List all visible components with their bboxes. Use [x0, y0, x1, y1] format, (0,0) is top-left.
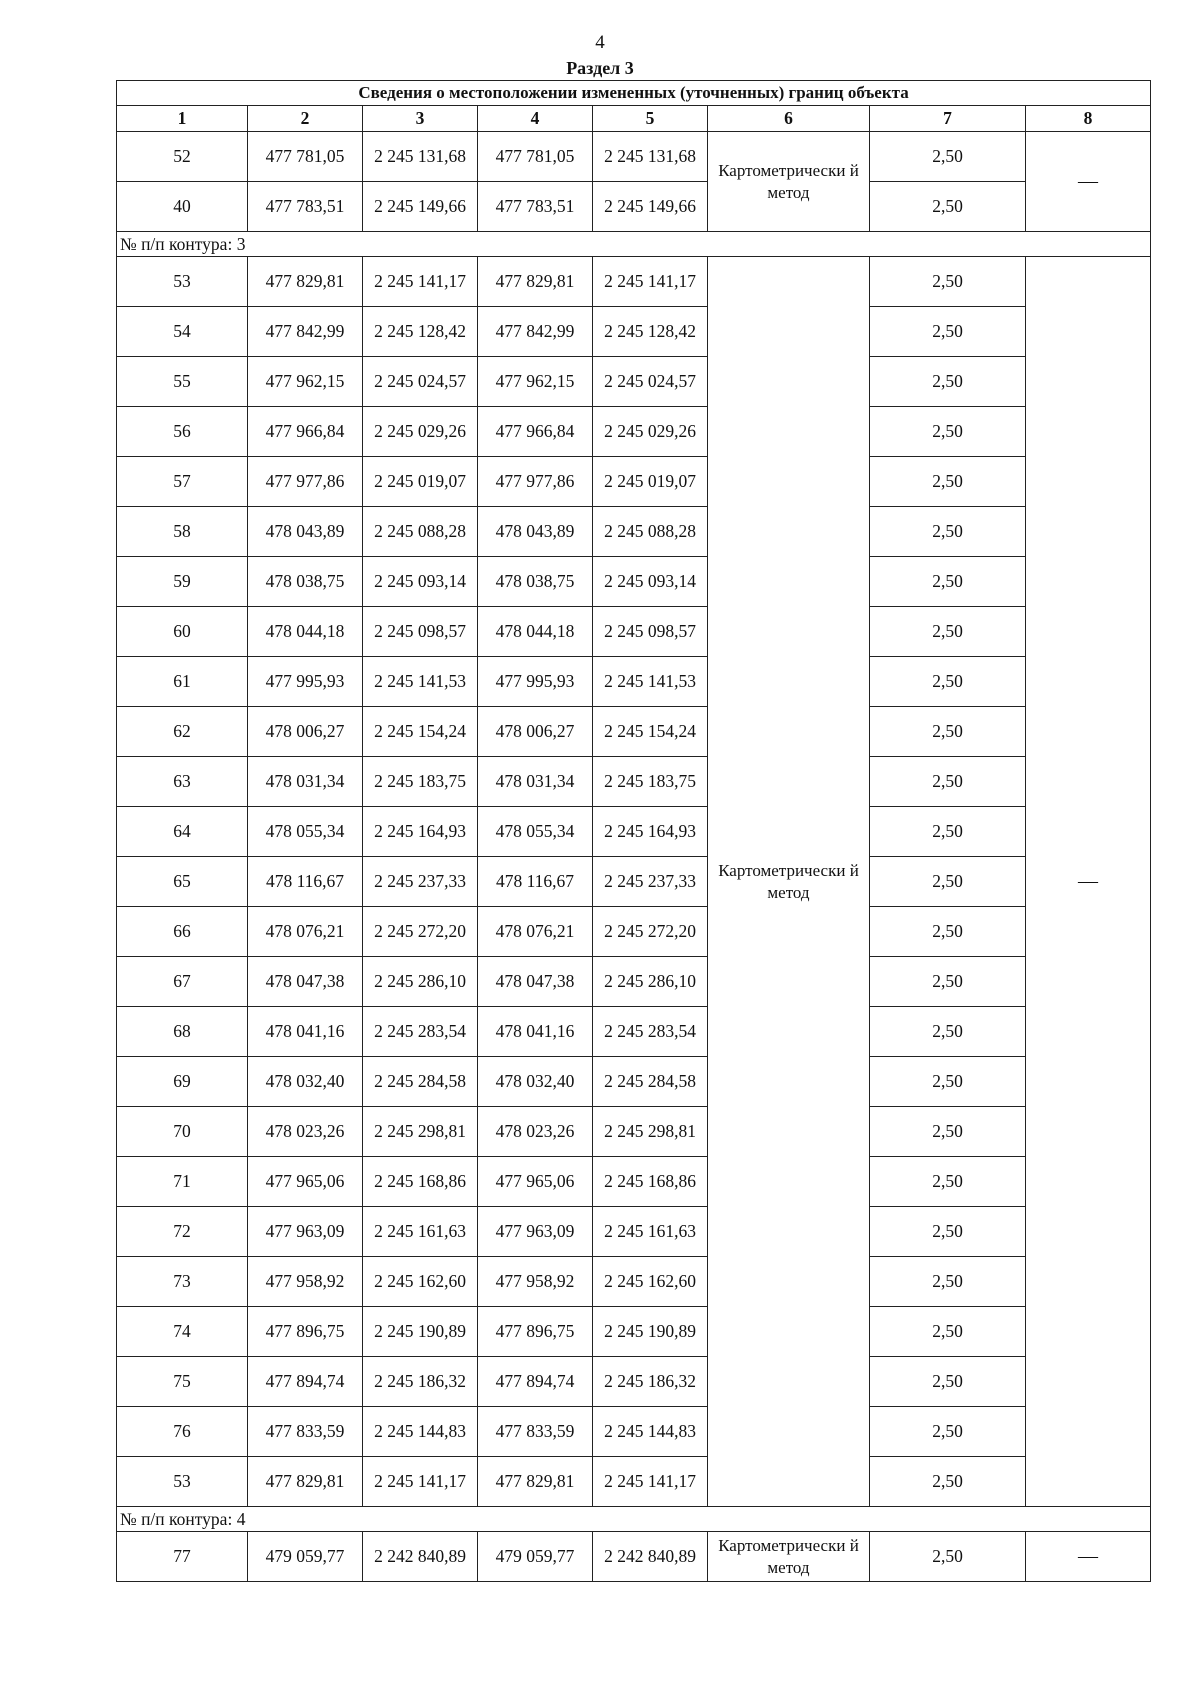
table-cell: 64	[117, 807, 248, 857]
table-cell: 66	[117, 907, 248, 957]
table-row	[117, 607, 1151, 657]
precision-cell: 2,50	[870, 1532, 1026, 1582]
table-row	[117, 957, 1151, 1007]
table-cell: 478 031,34	[248, 757, 363, 807]
table-row	[117, 1257, 1151, 1307]
table-cell: 2 245 144,83	[593, 1407, 708, 1457]
table-cell: 477 965,06	[248, 1157, 363, 1207]
table-cell: 2 245 283,54	[363, 1007, 478, 1057]
table-cell: 2 245 286,10	[593, 957, 708, 1007]
table-cell: 2 245 183,75	[363, 757, 478, 807]
table-cell: 477 781,05	[478, 132, 593, 182]
table-cell: 2 245 029,26	[593, 407, 708, 457]
table-cell: 477 958,92	[478, 1257, 593, 1307]
column-number: 6	[708, 106, 870, 132]
table-cell: 76	[117, 1407, 248, 1457]
column-number: 5	[593, 106, 708, 132]
table-cell: 478 006,27	[248, 707, 363, 757]
table-cell: 67	[117, 957, 248, 1007]
column-number-row	[117, 106, 1151, 132]
table-cell: 2 245 128,42	[363, 307, 478, 357]
precision-cell: 2,50	[870, 657, 1026, 707]
table-cell: 2 245 237,33	[363, 857, 478, 907]
table-cell: 2 245 141,17	[363, 1457, 478, 1507]
table-cell: 2 245 168,86	[593, 1157, 708, 1207]
table-cell: 477 966,84	[478, 407, 593, 457]
table-cell: 2 245 298,81	[363, 1107, 478, 1157]
table-cell: 2 245 098,57	[593, 607, 708, 657]
dash-cell: —	[1026, 257, 1151, 1507]
precision-cell: 2,50	[870, 132, 1026, 182]
table-cell: 2 245 131,68	[593, 132, 708, 182]
contour-label: № п/п контура: 3	[117, 232, 1151, 257]
column-number: 1	[117, 106, 248, 132]
table-cell: 477 833,59	[478, 1407, 593, 1457]
table-cell: 477 842,99	[248, 307, 363, 357]
table-cell: 65	[117, 857, 248, 907]
table-cell: 477 896,75	[248, 1307, 363, 1357]
precision-cell: 2,50	[870, 1407, 1026, 1457]
table-cell: 2 242 840,89	[363, 1532, 478, 1582]
table-cell: 53	[117, 1457, 248, 1507]
precision-cell: 2,50	[870, 607, 1026, 657]
table-cell: 477 896,75	[478, 1307, 593, 1357]
table-cell: 55	[117, 357, 248, 407]
table-cell: 2 242 840,89	[593, 1532, 708, 1582]
table-cell: 478 031,34	[478, 757, 593, 807]
precision-cell: 2,50	[870, 907, 1026, 957]
table-cell: 479 059,77	[478, 1532, 593, 1582]
table-cell: 477 963,09	[478, 1207, 593, 1257]
table-row	[117, 1307, 1151, 1357]
table-cell: 2 245 284,58	[593, 1057, 708, 1107]
table-row	[117, 657, 1151, 707]
table-cell: 477 894,74	[478, 1357, 593, 1407]
table-cell: 477 958,92	[248, 1257, 363, 1307]
table-cell: 2 245 024,57	[593, 357, 708, 407]
dash-cell: —	[1026, 1532, 1151, 1582]
precision-cell: 2,50	[870, 1107, 1026, 1157]
table-cell: 2 245 029,26	[363, 407, 478, 457]
table-cell: 478 116,67	[248, 857, 363, 907]
method-cell: Картометрически й метод	[708, 132, 870, 232]
table-row	[117, 1207, 1151, 1257]
table-cell: 478 032,40	[248, 1057, 363, 1107]
table-cell: 2 245 098,57	[363, 607, 478, 657]
table-cell: 477 965,06	[478, 1157, 593, 1207]
table-row	[117, 1457, 1151, 1507]
table-row	[117, 1107, 1151, 1157]
table-cell: 478 047,38	[248, 957, 363, 1007]
table-cell: 62	[117, 707, 248, 757]
table-cell: 2 245 093,14	[363, 557, 478, 607]
precision-cell: 2,50	[870, 407, 1026, 457]
table-cell: 477 833,59	[248, 1407, 363, 1457]
table-cell: 72	[117, 1207, 248, 1257]
table-row	[117, 1532, 1151, 1582]
precision-cell: 2,50	[870, 182, 1026, 232]
table-row	[117, 407, 1151, 457]
table-cell: 53	[117, 257, 248, 307]
table-cell: 477 962,15	[248, 357, 363, 407]
page-number: 4	[595, 32, 605, 53]
precision-cell: 2,50	[870, 707, 1026, 757]
column-number: 4	[478, 106, 593, 132]
table-cell: 2 245 131,68	[363, 132, 478, 182]
method-cell: Картометрически й метод	[708, 1532, 870, 1582]
table-cell: 478 023,26	[248, 1107, 363, 1157]
table-row	[117, 757, 1151, 807]
precision-cell: 2,50	[870, 357, 1026, 407]
table-row	[117, 507, 1151, 557]
precision-cell: 2,50	[870, 307, 1026, 357]
contour-row	[117, 1507, 1151, 1532]
table-cell: 477 977,86	[248, 457, 363, 507]
table-row	[117, 907, 1151, 957]
table-cell: 2 245 272,20	[593, 907, 708, 957]
table-cell: 2 245 161,63	[363, 1207, 478, 1257]
precision-cell: 2,50	[870, 1357, 1026, 1407]
table-cell: 70	[117, 1107, 248, 1157]
column-number: 2	[248, 106, 363, 132]
table-cell: 478 076,21	[478, 907, 593, 957]
precision-cell: 2,50	[870, 857, 1026, 907]
table-body	[117, 132, 1151, 1582]
table-cell: 2 245 164,93	[363, 807, 478, 857]
table-cell: 54	[117, 307, 248, 357]
table-cell: 2 245 149,66	[593, 182, 708, 232]
precision-cell: 2,50	[870, 557, 1026, 607]
table-cell: 478 032,40	[478, 1057, 593, 1107]
table-cell: 2 245 093,14	[593, 557, 708, 607]
table-cell: 478 055,34	[478, 807, 593, 857]
table-cell: 2 245 154,24	[363, 707, 478, 757]
table-cell: 477 829,81	[248, 1457, 363, 1507]
precision-cell: 2,50	[870, 457, 1026, 507]
table-cell: 478 041,16	[478, 1007, 593, 1057]
table-cell: 478 006,27	[478, 707, 593, 757]
precision-cell: 2,50	[870, 1157, 1026, 1207]
precision-cell: 2,50	[870, 1457, 1026, 1507]
table-cell: 77	[117, 1532, 248, 1582]
table-row	[117, 357, 1151, 407]
table-cell: 477 781,05	[248, 132, 363, 182]
table-cell: 2 245 128,42	[593, 307, 708, 357]
table-cell: 2 245 272,20	[363, 907, 478, 957]
precision-cell: 2,50	[870, 1207, 1026, 1257]
table-cell: 2 245 298,81	[593, 1107, 708, 1157]
table-cell: 478 023,26	[478, 1107, 593, 1157]
table-cell: 2 245 141,17	[593, 1457, 708, 1507]
table-cell: 2 245 019,07	[593, 457, 708, 507]
table-cell: 478 041,16	[248, 1007, 363, 1057]
table-row	[117, 557, 1151, 607]
table-cell: 2 245 141,53	[593, 657, 708, 707]
table-cell: 2 245 190,89	[363, 1307, 478, 1357]
table-row	[117, 1357, 1151, 1407]
table-cell: 2 245 284,58	[363, 1057, 478, 1107]
table-cell: 478 038,75	[248, 557, 363, 607]
table-cell: 2 245 161,63	[593, 1207, 708, 1257]
table-cell: 2 245 024,57	[363, 357, 478, 407]
contour-label: № п/п контура: 4	[117, 1507, 1151, 1532]
table-cell: 2 245 154,24	[593, 707, 708, 757]
table-cell: 477 829,81	[478, 1457, 593, 1507]
precision-cell: 2,50	[870, 1007, 1026, 1057]
table-cell: 2 245 283,54	[593, 1007, 708, 1057]
table-cell: 56	[117, 407, 248, 457]
table-cell: 2 245 168,86	[363, 1157, 478, 1207]
table-cell: 477 963,09	[248, 1207, 363, 1257]
table-cell: 477 977,86	[478, 457, 593, 507]
table-row	[117, 1407, 1151, 1457]
table-cell: 2 245 162,60	[363, 1257, 478, 1307]
table-cell: 478 055,34	[248, 807, 363, 857]
table-cell: 2 245 162,60	[593, 1257, 708, 1307]
precision-cell: 2,50	[870, 1257, 1026, 1307]
table-cell: 478 043,89	[248, 507, 363, 557]
method-cell: Картометрически й метод	[708, 257, 870, 1507]
table-cell: 478 076,21	[248, 907, 363, 957]
table-cell: 478 047,38	[478, 957, 593, 1007]
coordinates-table	[116, 80, 1151, 1582]
table-cell: 478 038,75	[478, 557, 593, 607]
precision-cell: 2,50	[870, 807, 1026, 857]
table-cell: 40	[117, 182, 248, 232]
table-cell: 2 245 149,66	[363, 182, 478, 232]
table-row	[117, 707, 1151, 757]
table-row	[117, 307, 1151, 357]
precision-cell: 2,50	[870, 1307, 1026, 1357]
table-cell: 60	[117, 607, 248, 657]
table-cell: 2 245 088,28	[363, 507, 478, 557]
table-cell: 59	[117, 557, 248, 607]
section-title: Раздел 3	[566, 58, 634, 78]
table-cell: 478 044,18	[478, 607, 593, 657]
precision-cell: 2,50	[870, 257, 1026, 307]
precision-cell: 2,50	[870, 1057, 1026, 1107]
table-cell: 68	[117, 1007, 248, 1057]
contour-row	[117, 232, 1151, 257]
table-cell: 71	[117, 1157, 248, 1207]
table-cell: 479 059,77	[248, 1532, 363, 1582]
table-cell: 2 245 141,17	[593, 257, 708, 307]
table-row	[117, 182, 1151, 232]
column-number: 7	[870, 106, 1026, 132]
table-cell: 478 044,18	[248, 607, 363, 657]
table-cell: 478 116,67	[478, 857, 593, 907]
table-cell: 2 245 186,32	[363, 1357, 478, 1407]
table-cell: 477 842,99	[478, 307, 593, 357]
table-cell: 2 245 019,07	[363, 457, 478, 507]
table-cell: 52	[117, 132, 248, 182]
table-cell: 478 043,89	[478, 507, 593, 557]
table-cell: 61	[117, 657, 248, 707]
table-row	[117, 1007, 1151, 1057]
table-row	[117, 457, 1151, 507]
table-cell: 2 245 237,33	[593, 857, 708, 907]
table-row	[117, 1157, 1151, 1207]
table-row	[117, 857, 1151, 907]
column-number: 3	[363, 106, 478, 132]
table-caption: Сведения о местоположении измененных (уточненных) границ объекта	[117, 81, 1151, 106]
table-cell: 2 245 190,89	[593, 1307, 708, 1357]
precision-cell: 2,50	[870, 957, 1026, 1007]
table-row	[117, 1057, 1151, 1107]
table-row	[117, 132, 1151, 182]
table-cell: 58	[117, 507, 248, 557]
table-row	[117, 807, 1151, 857]
table-cell: 477 995,93	[248, 657, 363, 707]
table-cell: 74	[117, 1307, 248, 1357]
dash-cell: —	[1026, 132, 1151, 232]
table-cell: 2 245 141,17	[363, 257, 478, 307]
table-cell: 69	[117, 1057, 248, 1107]
table-cell: 73	[117, 1257, 248, 1307]
table-cell: 477 829,81	[248, 257, 363, 307]
precision-cell: 2,50	[870, 507, 1026, 557]
table-cell: 477 894,74	[248, 1357, 363, 1407]
table-cell: 477 966,84	[248, 407, 363, 457]
table-cell: 2 245 088,28	[593, 507, 708, 557]
table-cell: 477 783,51	[248, 182, 363, 232]
column-number: 8	[1026, 106, 1151, 132]
table-cell: 477 962,15	[478, 357, 593, 407]
precision-cell: 2,50	[870, 757, 1026, 807]
table-row	[117, 257, 1151, 307]
table-cell: 75	[117, 1357, 248, 1407]
table-cell: 477 995,93	[478, 657, 593, 707]
table-cell: 2 245 164,93	[593, 807, 708, 857]
table-cell: 2 245 144,83	[363, 1407, 478, 1457]
table-cell: 2 245 141,53	[363, 657, 478, 707]
table-cell: 2 245 183,75	[593, 757, 708, 807]
table-cell: 2 245 186,32	[593, 1357, 708, 1407]
table-cell: 2 245 286,10	[363, 957, 478, 1007]
table-cell: 57	[117, 457, 248, 507]
table-cell: 477 783,51	[478, 182, 593, 232]
table-cell: 477 829,81	[478, 257, 593, 307]
table-cell: 63	[117, 757, 248, 807]
